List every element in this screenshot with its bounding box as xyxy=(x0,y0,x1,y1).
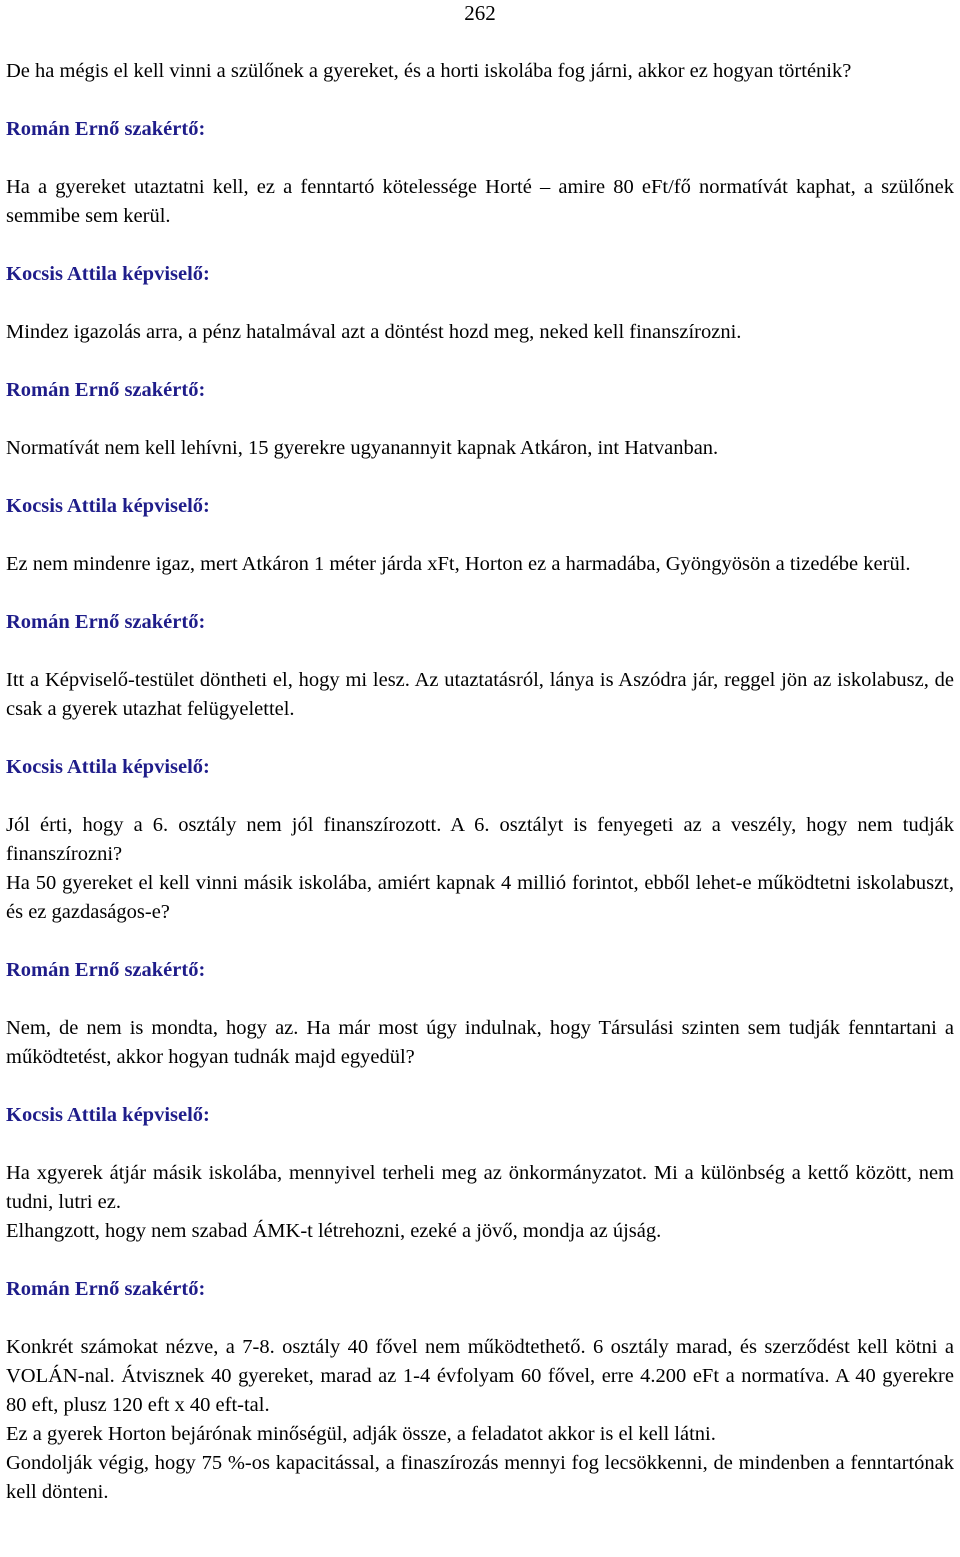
paragraph: Ez a gyerek Horton bejárónak minőségül, adják össze, a feladatot akkor is el kell látni. xyxy=(6,1423,716,1445)
paragraph: De ha mégis el kell vinni a szülőnek a gyereket, és a horti iskolába fog járni, akkor ez hogyan történik? xyxy=(6,60,852,82)
paragraph: Konkrét számokat nézve, a 7-8. osztály 40 fővel nem működtethető. 6 osztály marad, és szerződést kell kötni a VOLÁN-nal. Átvisznek 40 gyereket, marad az 1-4 évfolyam 60 fővel, erre 4.200 eFt a normatíva. A 40 gyerekre 80 eft, plusz 120 eft x 40 eft-tal. xyxy=(6,1336,954,1416)
speaker-label: Kocsis Attila képviselő: xyxy=(6,263,210,285)
speaker-label: Román Ernő szakértő: xyxy=(6,611,206,633)
paragraph: Jól érti, hogy a 6. osztály nem jól finanszírozott. A 6. osztályt is fenyegeti az a veszély, hogy nem tudják finanszírozni? xyxy=(6,814,954,865)
speaker-label: Kocsis Attila képviselő: xyxy=(6,756,210,778)
speaker-label: Kocsis Attila képviselő: xyxy=(6,495,210,517)
speaker-label: Kocsis Attila képviselő: xyxy=(6,1104,210,1126)
speaker-label: Román Ernő szakértő: xyxy=(6,118,206,140)
speaker-label: Román Ernő szakértő: xyxy=(6,959,206,981)
paragraph: Gondolják végig, hogy 75 %-os kapacitással, a finaszírozás mennyi fog lecsökkenni, de mindenben a fenntartónak kell dönteni. xyxy=(6,1452,954,1503)
transcript-body xyxy=(6,57,954,1507)
paragraph: Ez nem mindenre igaz, mert Atkáron 1 méter járda xFt, Horton ez a harmadába, Gyöngyösön a tizedébe kerül. xyxy=(6,553,911,575)
paragraph: Mindez igazolás arra, a pénz hatalmával azt a döntést hozd meg, neked kell finanszírozni. xyxy=(6,321,742,343)
paragraph: Normatívát nem kell lehívni, 15 gyerekre ugyanannyit kapnak Atkáron, int Hatvanban. xyxy=(6,437,719,459)
paragraph: Ha xgyerek átjár másik iskolába, mennyivel terheli meg az önkormányzatot. Mi a különbség a kettő között, nem tudni, lutri ez. xyxy=(6,1162,954,1213)
page-number: 262 xyxy=(464,1,496,25)
paragraph: Ha a gyereket utaztatni kell, ez a fenntartó kötelessége Horté – amire 80 eFt/fő normatívát kaphat, a szülőnek semmibe sem kerül. xyxy=(6,176,954,227)
speaker-label: Román Ernő szakértő: xyxy=(6,1278,206,1300)
paragraph: Ha 50 gyereket el kell vinni másik iskolába, amiért kapnak 4 millió forintot, ebből lehet-e működtetni iskolabuszt, és ez gazdaságos-e? xyxy=(6,872,954,923)
paragraph: Elhangzott, hogy nem szabad ÁMK-t létrehozni, ezeké a jövő, mondja az újság. xyxy=(6,1220,662,1242)
paragraph: Itt a Képviselő-testület döntheti el, hogy mi lesz. Az utaztatásról, lánya is Aszódra jár, reggel jön az iskolabusz, de csak a gyerek utazhat felügyelettel. xyxy=(6,669,954,720)
speaker-label: Román Ernő szakértő: xyxy=(6,379,206,401)
paragraph: Nem, de nem is mondta, hogy az. Ha már most úgy indulnak, hogy Társulási szinten sem tudják fenntartani a működtetést, akkor hogyan tudnák majd egyedül? xyxy=(6,1017,954,1068)
